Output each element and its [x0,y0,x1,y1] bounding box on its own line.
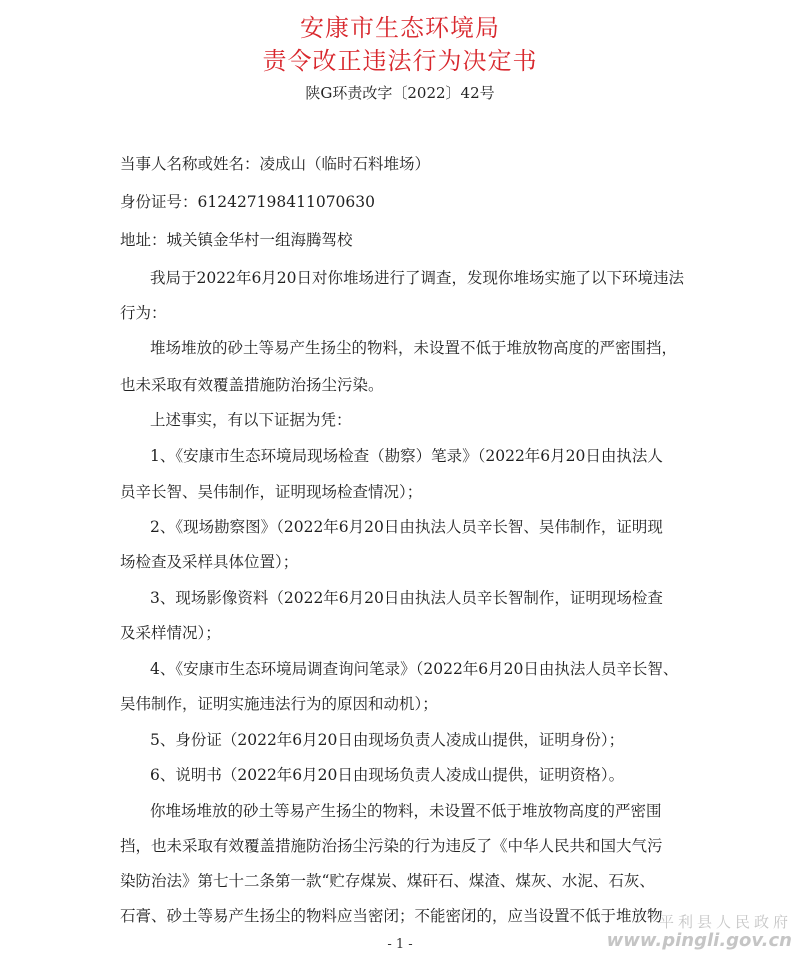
body-text-line: 也未采取有效覆盖措施防治扬尘污染。 [120,376,384,394]
id-number-line: 身份证号：612427198411070630 [120,193,376,211]
address-line: 地址：城关镇金华村一组海腾驾校 [120,231,353,249]
body-text-line: 我局于2022年6月20日对你堆场进行了调查，发现你堆场实施了以下环境违法 [150,269,685,287]
evidence-item-cont: 场检查及采样具体位置）； [120,553,299,571]
evidence-item: 2、《现场勘察图》（2022年6月20日由执法人员辛长智、吴伟制作，证明现 [150,518,663,536]
body-text-line: 上述事实，有以下证据为凭： [150,411,352,429]
page-number: - 1 - [387,937,413,952]
evidence-item: 5、身份证（2022年6月20日由现场负责人凌成山提供，证明身份）； [150,731,625,749]
evidence-item: 3、现场影像资料（2022年6月20日由执法人员辛长智制作，证明现场检查 [150,589,663,607]
site-watermark [607,914,792,952]
evidence-item: 4、《安康市生态环境局调查询问笔录》（2022年6月20日由执法人员辛长智、 [150,660,679,678]
evidence-item-cont: 员辛长智、吴伟制作，证明现场检查情况）； [120,483,423,501]
body-text-line: 堆场堆放的砂土等易产生扬尘的物料，未设置不低于堆放物高度的严密围挡， [150,339,678,357]
evidence-item-cont: 及采样情况）； [120,624,221,642]
body-text-line: 染防治法》第七十二条第一款“贮存煤炭、煤矸石、煤渣、煤灰、水泥、石灰、 [120,872,655,890]
body-text-line: 石膏、砂土等易产生扬尘的物料应当密闭；不能密闭的，应当设置不低于堆放物 [120,907,663,925]
evidence-item: 1、《安康市生态环境局现场检查（勘察）笔录》（2022年6月20日由执法人 [150,447,663,465]
party-name-line: 当事人名称或姓名：凌成山（临时石料堆场） [120,155,431,173]
watermark-site-name: 平利县人民政府 [658,913,792,932]
body-text-line: 行为： [120,304,167,322]
evidence-item: 6、说明书（2022年6月20日由现场负责人凌成山提供，证明资格）。 [150,766,625,784]
body-text-line: 你堆场堆放的砂土等易产生扬尘的物料，未设置不低于堆放物高度的严密围 [150,802,662,820]
evidence-item-cont: 吴伟制作，证明实施违法行为的原因和动机）； [120,695,438,713]
watermark-url: www.pingli.gov.cn [606,930,792,952]
document-title-type: 责令改正违法行为决定书 [262,47,538,75]
body-text-line: 挡，也未采取有效覆盖措施防治扬尘污染的行为违反了《中华人民共和国大气污 [120,837,663,855]
document-number: 陕G环责改字〔2022〕42号 [305,84,495,102]
document-title-agency: 安康市生态环境局 [300,14,500,42]
